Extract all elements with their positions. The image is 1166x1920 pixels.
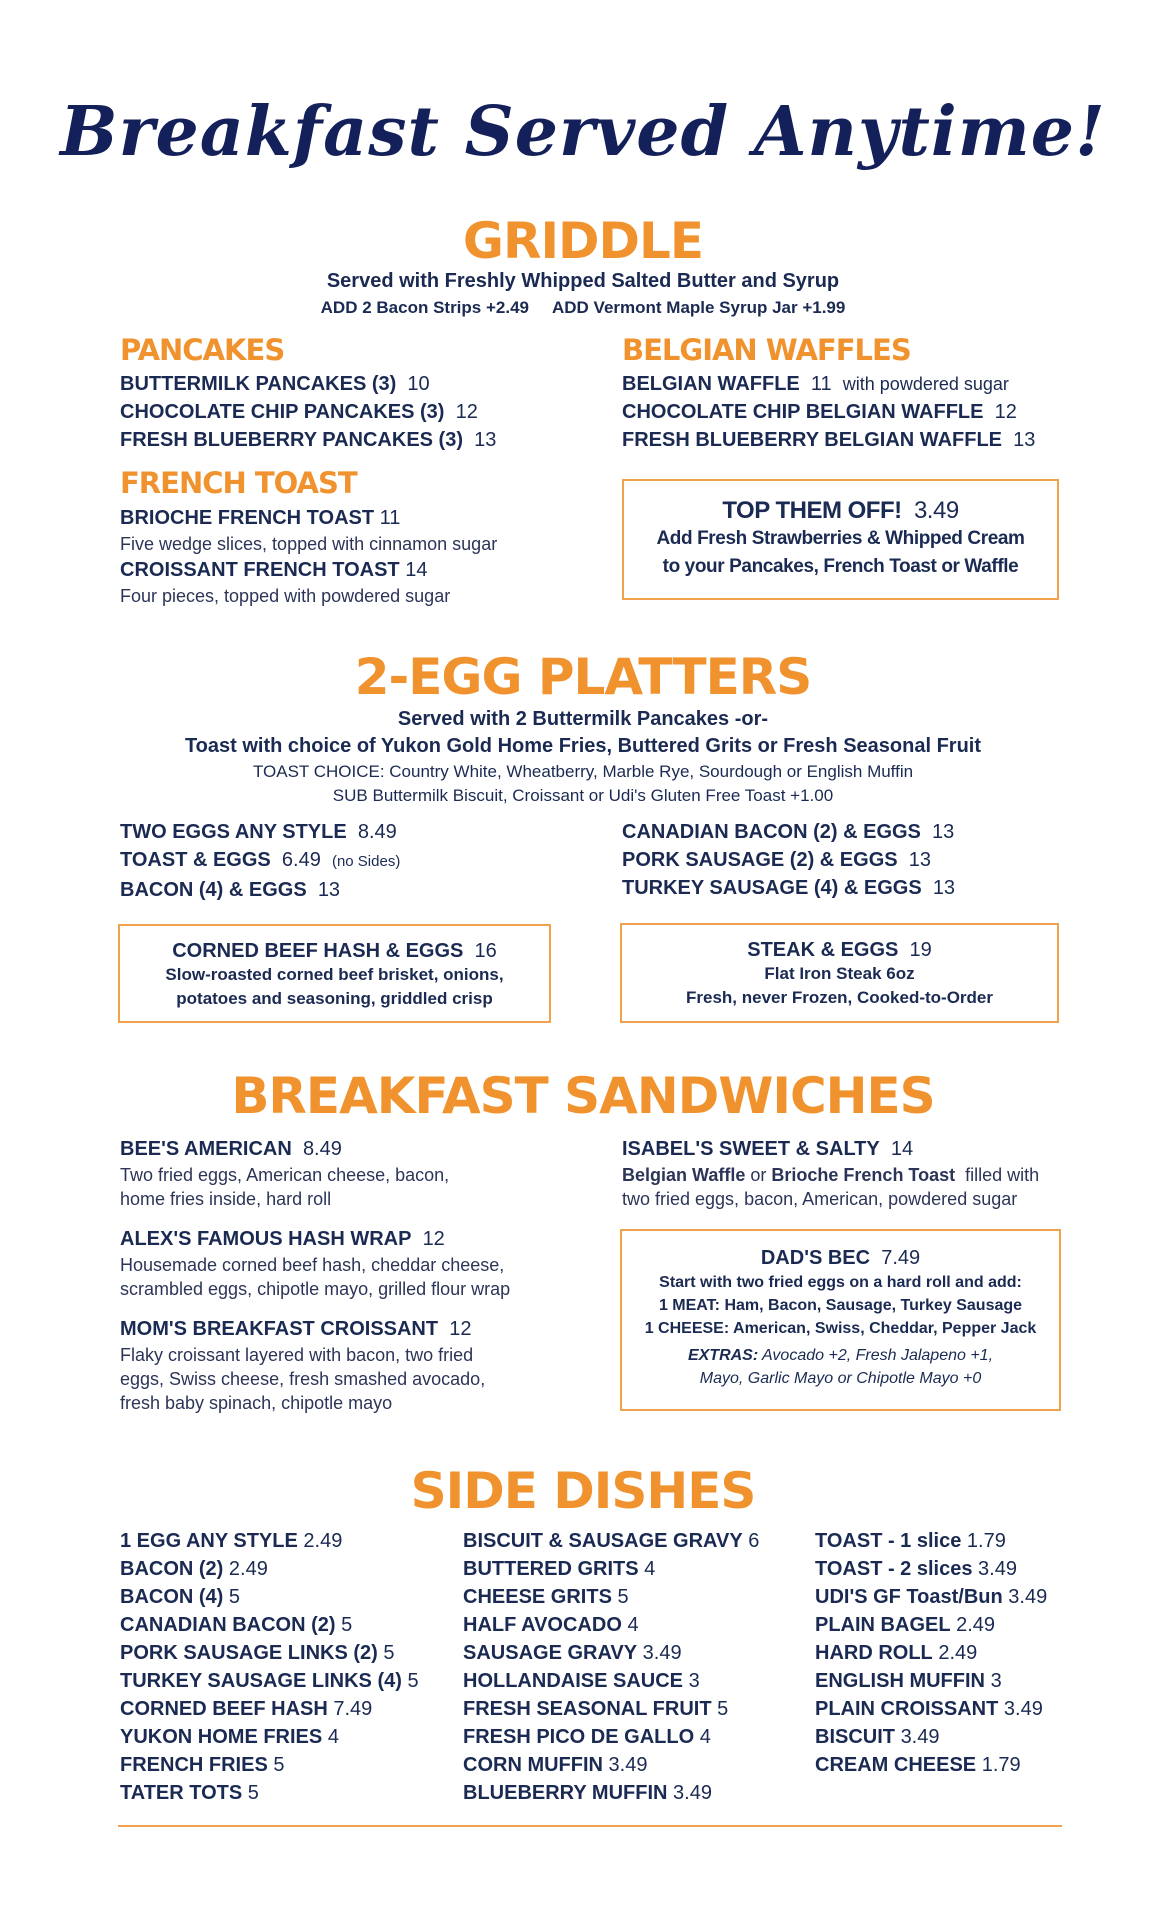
item-price: 5 (407, 1670, 419, 1692)
item-price: 8.49 (302, 1138, 342, 1160)
griddle-heading: GRIDDLE (462, 212, 704, 270)
item-price: 4 (327, 1726, 339, 1748)
dads-bec-box (620, 1229, 1061, 1411)
item-name: BISCUIT (815, 1726, 895, 1748)
box-line: 1 MEAT: Ham, Bacon, Sausage, Turkey Sausage (658, 1297, 1023, 1314)
item-desc (622, 1163, 1062, 1187)
platters-line4: SUB Buttermilk Biscuit, Croissant or Udi's Gluten Free Toast +1.00 (332, 786, 834, 805)
menu-item (120, 398, 496, 426)
box-line: Start with two fried eggs on a hard roll and add: (659, 1274, 1022, 1291)
extras-line (622, 1344, 1059, 1367)
side-item (120, 1555, 419, 1583)
item-price: 7.49 (881, 1247, 921, 1269)
box-line: 1 CHEESE: American, Swiss, Cheddar, Pepper Jack (644, 1320, 1037, 1337)
box-line: Add Fresh Strawberries & Whipped Cream (656, 528, 1025, 549)
item-price: 6 (748, 1530, 760, 1552)
side-item (120, 1751, 419, 1779)
item-price: 3 (688, 1670, 700, 1692)
griddle-addons (0, 298, 1166, 318)
menu-item (622, 370, 1035, 398)
side-item (463, 1555, 759, 1583)
french-toast-list (120, 504, 497, 608)
item-name: TATER TOTS (120, 1782, 243, 1804)
extras-text: Avocado +2, Fresh Jalapeno +1, (762, 1347, 994, 1364)
item-name: MOM'S BREAKFAST CROISSANT (120, 1318, 439, 1340)
item-name: BEE'S AMERICAN (120, 1138, 292, 1160)
platters-line3: TOAST CHOICE: Country White, Wheatberry, Marble Rye, Sourdough or English Muffin (252, 762, 914, 781)
item-name: FRESH BLUEBERRY PANCAKES (3) (120, 429, 463, 451)
french-toast-heading: FRENCH TOAST (120, 466, 357, 500)
item-price: 4 (627, 1614, 639, 1636)
item-price: 1.79 (966, 1530, 1006, 1552)
bees-american (120, 1135, 590, 1211)
item-price: 2.49 (956, 1614, 996, 1636)
box-line: potatoes and seasoning, griddled crisp (176, 989, 493, 1008)
item-price: 3.49 (673, 1782, 712, 1804)
item-note: (no Sides) (331, 853, 401, 870)
item-name: PORK SAUSAGE (2) & EGGS (622, 849, 898, 871)
extras-label: EXTRAS: (687, 1347, 759, 1364)
item-name: CHOCOLATE CHIP PANCAKES (3) (120, 401, 445, 423)
menu-item (120, 846, 400, 876)
waffles-heading: BELGIAN WAFFLES (622, 333, 911, 367)
menu-item (622, 1135, 1062, 1163)
item-name: HARD ROLL (815, 1642, 933, 1664)
side-item (815, 1695, 1047, 1723)
item-price: 6.49 (281, 849, 321, 871)
item-price: 10 (407, 373, 430, 395)
option-2: Brioche French Toast (771, 1165, 956, 1185)
pancakes-heading: PANCAKES (120, 333, 285, 367)
item-desc: two fried eggs, bacon, American, powdered sugar (622, 1189, 1018, 1209)
item-name: CORNED BEEF HASH & EGGS (172, 940, 464, 962)
item-price: 7.49 (333, 1698, 373, 1720)
menu-item (120, 504, 497, 532)
item-price: 4 (644, 1558, 656, 1580)
item-desc: home fries inside, hard roll (120, 1189, 332, 1209)
item-price: 5 (247, 1782, 259, 1804)
sides-heading: SIDE DISHES (410, 1462, 756, 1520)
side-item (463, 1695, 759, 1723)
box-title (622, 939, 1057, 962)
side-item (463, 1527, 759, 1555)
item-price: 3.49 (1008, 1586, 1048, 1608)
item-name: YUKON HOME FRIES (120, 1726, 323, 1748)
item-name: BISCUIT & SAUSAGE GRAVY (463, 1530, 743, 1552)
item-price: 19 (909, 939, 932, 961)
box-line: Fresh, never Frozen, Cooked-to-Order (686, 988, 993, 1007)
item-name: CORNED BEEF HASH (120, 1698, 328, 1720)
item-name: CANADIAN BACON (2) & EGGS (622, 821, 921, 843)
side-item (815, 1583, 1047, 1611)
menu-item (120, 818, 400, 846)
platters-line2: Toast with choice of Yukon Gold Home Fries, Buttered Grits or Fresh Seasonal Fruit (184, 735, 982, 757)
menu-item (120, 876, 400, 904)
box-title: TOP THEM OFF! (722, 497, 902, 524)
hash-eggs-box (118, 924, 551, 1023)
box-title (622, 1245, 1059, 1271)
sides-col-3 (815, 1527, 1047, 1779)
item-price: 12 (994, 401, 1017, 423)
item-name: CHEESE GRITS (463, 1586, 612, 1608)
side-item (463, 1779, 759, 1807)
side-item (815, 1527, 1047, 1555)
item-price: 11 (379, 507, 401, 529)
side-item (815, 1639, 1047, 1667)
item-name: BUTTERED GRITS (463, 1558, 639, 1580)
menu-item (622, 818, 955, 846)
side-item (120, 1667, 419, 1695)
moms-croissant (120, 1315, 590, 1415)
item-price: 13 (317, 879, 341, 901)
side-item (120, 1583, 419, 1611)
item-name: BACON (2) (120, 1558, 224, 1580)
sides-col-2 (463, 1527, 759, 1807)
item-name: HOLLANDAISE SAUCE (463, 1670, 684, 1692)
item-name: FRENCH FRIES (120, 1754, 268, 1776)
side-item (463, 1667, 759, 1695)
side-item (120, 1611, 419, 1639)
item-price: 12 (422, 1228, 445, 1250)
side-item (815, 1751, 1047, 1779)
filled-text: filled with (965, 1165, 1040, 1185)
item-name: TOAST - 1 slice (815, 1530, 962, 1552)
item-price: 12 (455, 401, 478, 423)
item-price: 5 (717, 1698, 729, 1720)
alexs-hash-wrap (120, 1225, 600, 1301)
box-line: Flat Iron Steak 6oz (764, 964, 915, 983)
extras-line: Mayo, Garlic Mayo or Chipotle Mayo +0 (699, 1370, 982, 1387)
option-1: Belgian Waffle (622, 1165, 746, 1185)
side-item (463, 1583, 759, 1611)
side-item (815, 1723, 1047, 1751)
item-price: 2.49 (303, 1530, 343, 1552)
item-name: ALEX'S FAMOUS HASH WRAP (120, 1228, 412, 1250)
item-name: TURKEY SAUSAGE LINKS (4) (120, 1670, 402, 1692)
item-name: CHOCOLATE CHIP BELGIAN WAFFLE (622, 401, 984, 423)
item-price: 2.49 (938, 1642, 978, 1664)
item-price: 5 (273, 1754, 285, 1776)
sides-col-1 (120, 1527, 419, 1807)
menu-item (622, 398, 1035, 426)
item-price: 14 (405, 559, 428, 581)
item-name: 1 EGG ANY STYLE (120, 1530, 298, 1552)
item-price: 3.49 (978, 1558, 1017, 1580)
item-name: HALF AVOCADO (463, 1614, 622, 1636)
or-text: or (750, 1165, 767, 1185)
item-desc: Four pieces, topped with powdered sugar (120, 586, 451, 606)
top-them-off-box (622, 479, 1059, 600)
add-bacon: ADD 2 Bacon Strips +2.49 (320, 298, 529, 317)
menu-item (622, 846, 955, 874)
item-name: CROISSANT FRENCH TOAST (120, 559, 400, 581)
side-item (463, 1611, 759, 1639)
item-desc: eggs, Swiss cheese, fresh smashed avocado, (120, 1369, 486, 1389)
item-price: 16 (474, 940, 497, 962)
platters-left-list (120, 818, 400, 904)
egg-platters-heading: 2-EGG PLATTERS (354, 648, 812, 706)
side-item (815, 1611, 1047, 1639)
item-desc: Five wedge slices, topped with cinnamon sugar (120, 534, 498, 554)
side-item (815, 1667, 1047, 1695)
item-name: ENGLISH MUFFIN (815, 1670, 985, 1692)
item-price: 2.49 (228, 1558, 268, 1580)
item-price: 3.49 (642, 1642, 682, 1664)
item-name: PLAIN BAGEL (815, 1614, 951, 1636)
item-name: BACON (4) & EGGS (120, 879, 307, 901)
item-price: 13 (1013, 429, 1036, 451)
side-item (120, 1527, 419, 1555)
item-price: 13 (474, 429, 497, 451)
item-desc: fresh baby spinach, chipotle mayo (120, 1393, 393, 1413)
item-desc: scrambled eggs, chipotle mayo, grilled flour wrap (120, 1279, 511, 1299)
item-price: 1.79 (981, 1754, 1021, 1776)
item-price: 13 (908, 849, 931, 871)
item-price: 12 (449, 1318, 472, 1340)
item-desc: Flaky croissant layered with bacon, two fried (120, 1345, 474, 1365)
item-name: CREAM CHEESE (815, 1754, 977, 1776)
item-name: FRESH BLUEBERRY BELGIAN WAFFLE (622, 429, 1003, 451)
menu-item (120, 556, 497, 584)
side-item (120, 1695, 419, 1723)
item-price: 4 (699, 1726, 711, 1748)
item-price: 14 (890, 1138, 914, 1160)
top-them-off-title (624, 497, 1057, 525)
menu-item (120, 370, 496, 398)
item-name: CANADIAN BACON (2) (120, 1614, 336, 1636)
box-line: Slow-roasted corned beef brisket, onions, (165, 965, 504, 984)
item-name: CORN MUFFIN (463, 1754, 603, 1776)
item-desc: Housemade corned beef hash, cheddar cheese, (120, 1255, 505, 1275)
griddle-subtitle: Served with Freshly Whipped Salted Butter and Syrup (326, 270, 840, 292)
item-name: BELGIAN WAFFLE (622, 373, 800, 395)
item-name: DAD'S BEC (760, 1247, 871, 1269)
menu-item (120, 1135, 590, 1163)
isabels-sweet-salty (622, 1135, 1062, 1211)
item-name: SAUSAGE GRAVY (463, 1642, 638, 1664)
steak-eggs-box (620, 923, 1059, 1023)
item-name: TURKEY SAUSAGE (4) & EGGS (622, 877, 922, 899)
item-price: 13 (932, 821, 955, 843)
pancakes-list (120, 370, 496, 454)
box-title (120, 940, 549, 963)
side-item (120, 1723, 419, 1751)
item-price: 3.49 (608, 1754, 648, 1776)
item-name: PORK SAUSAGE LINKS (2) (120, 1642, 378, 1664)
item-price: 3.49 (900, 1726, 940, 1748)
item-price: 11 (810, 373, 832, 395)
add-syrup: ADD Vermont Maple Syrup Jar +1.99 (551, 298, 846, 317)
menu-item (120, 1225, 600, 1253)
side-item (463, 1751, 759, 1779)
menu-item (622, 426, 1035, 454)
item-name: BLUEBERRY MUFFIN (463, 1782, 668, 1804)
side-item (463, 1639, 759, 1667)
menu-item (120, 1315, 590, 1343)
item-name: BRIOCHE FRENCH TOAST (120, 507, 375, 529)
item-desc: Two fried eggs, American cheese, bacon, (120, 1165, 450, 1185)
item-price: 5 (383, 1642, 395, 1664)
side-item (815, 1555, 1047, 1583)
item-name: PLAIN CROISSANT (815, 1698, 999, 1720)
item-name: ISABEL'S SWEET & SALTY (622, 1138, 880, 1160)
waffles-list (622, 370, 1035, 454)
item-note: with powdered sugar (842, 374, 1009, 394)
bottom-divider (118, 1825, 1062, 1827)
menu-title: Breakfast Served Anytime! (60, 92, 1106, 172)
item-name: TOAST & EGGS (120, 849, 271, 871)
item-price: 3 (990, 1670, 1002, 1692)
item-name: FRESH SEASONAL FRUIT (463, 1698, 712, 1720)
side-item (120, 1779, 419, 1807)
item-price: 5 (341, 1614, 353, 1636)
item-name: TWO EGGS ANY STYLE (120, 821, 347, 843)
platters-line1: Served with 2 Buttermilk Pancakes -or- (397, 708, 769, 730)
item-name: TOAST - 2 slices (815, 1558, 973, 1580)
menu-item (120, 426, 496, 454)
item-price: 5 (617, 1586, 629, 1608)
box-price: 3.49 (913, 497, 959, 524)
item-price: 3.49 (1003, 1698, 1043, 1720)
menu-item (622, 874, 955, 902)
item-name: STEAK & EGGS (747, 939, 899, 961)
box-line: to your Pancakes, French Toast or Waffle (662, 556, 1019, 577)
item-name: BUTTERMILK PANCAKES (3) (120, 373, 397, 395)
sandwiches-heading: BREAKFAST SANDWICHES (231, 1067, 935, 1125)
item-price: 13 (932, 877, 956, 899)
item-name: BACON (4) (120, 1586, 224, 1608)
side-item (463, 1723, 759, 1751)
side-item (120, 1639, 419, 1667)
item-name: FRESH PICO DE GALLO (463, 1726, 695, 1748)
item-price: 5 (228, 1586, 241, 1608)
item-name: UDI'S GF Toast/Bun (815, 1586, 1003, 1608)
item-price: 8.49 (357, 821, 397, 843)
platters-right-list (622, 818, 955, 902)
